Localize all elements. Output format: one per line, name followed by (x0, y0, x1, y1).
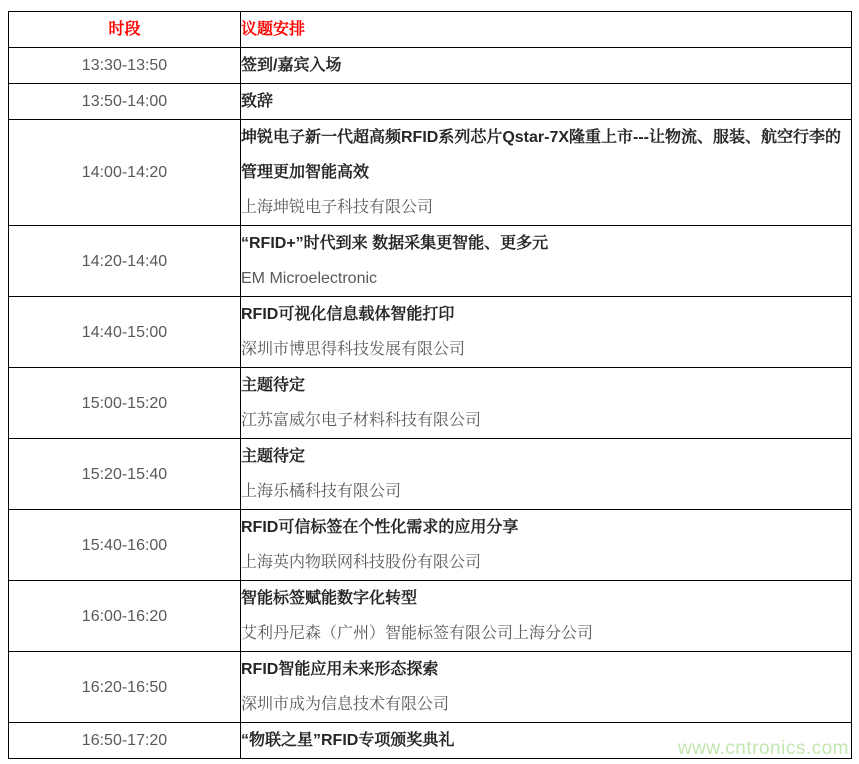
topic-cell (241, 510, 852, 581)
table-row (9, 368, 852, 439)
time-cell: 15:40-16:00 (9, 510, 241, 581)
table-row (9, 439, 852, 510)
table-row (9, 48, 852, 84)
topic-cell (241, 439, 852, 510)
agenda-schedule (8, 11, 851, 759)
table-row (9, 581, 852, 652)
time-cell: 16:20-16:50 (9, 652, 241, 723)
session-title: RFID可信标签在个性化需求的应用分享 (241, 519, 519, 536)
session-title: 致辞 (241, 93, 274, 110)
table-row (9, 120, 852, 226)
session-title: RFID可视化信息载体智能打印 (241, 306, 455, 323)
topic-cell (241, 226, 852, 297)
header-row (9, 12, 852, 48)
topic-cell (241, 368, 852, 439)
session-company: 江苏富威尔电子材料科技有限公司 (241, 412, 482, 429)
time-cell: 13:30-13:50 (9, 48, 241, 84)
session-company: 上海英内物联网科技股份有限公司 (241, 554, 482, 571)
time-cell: 14:20-14:40 (9, 226, 241, 297)
topic-cell (241, 84, 852, 120)
table-row (9, 510, 852, 581)
time-cell: 13:50-14:00 (9, 84, 241, 120)
session-company: 上海乐橘科技有限公司 (241, 483, 402, 500)
table-row (9, 84, 852, 120)
session-company: 艾利丹尼森（广州）智能标签有限公司上海分公司 (241, 625, 594, 642)
session-title: RFID智能应用未来形态探索 (241, 661, 439, 678)
time-cell: 16:50-17:20 (9, 723, 241, 759)
header-agenda: 议题安排 (241, 12, 852, 48)
table-row (9, 297, 852, 368)
session-title: “物联之星”RFID专项颁奖典礼 (241, 732, 455, 749)
session-title: 主题待定 (241, 448, 306, 465)
time-cell: 15:00-15:20 (9, 368, 241, 439)
time-cell: 14:40-15:00 (9, 297, 241, 368)
header-time: 时段 (9, 12, 241, 48)
session-company: 深圳市成为信息技术有限公司 (241, 696, 450, 713)
session-title: 坤锐电子新一代超高频RFID系列芯片Qstar-7X隆重上市---让物流、服装、航空行李的管理更加智能高效 (241, 129, 842, 181)
time-cell: 14:00-14:20 (9, 120, 241, 226)
session-company: 深圳市博思得科技发展有限公司 (241, 341, 466, 358)
session-title: 签到/嘉宾入场 (241, 57, 342, 74)
table-row (9, 226, 852, 297)
session-title: “RFID+”时代到来 数据采集更智能、更多元 (241, 235, 549, 252)
session-title: 智能标签赋能数字化转型 (241, 590, 418, 607)
time-cell: 16:00-16:20 (9, 581, 241, 652)
topic-cell (241, 652, 852, 723)
session-title: 主题待定 (241, 377, 306, 394)
table-row (9, 652, 852, 723)
session-company: 上海坤锐电子科技有限公司 (241, 199, 434, 216)
topic-cell (241, 581, 852, 652)
site-watermark: www.cntronics.com (677, 738, 849, 759)
time-cell: 15:20-15:40 (9, 439, 241, 510)
topic-cell (241, 297, 852, 368)
topic-cell (241, 48, 852, 84)
topic-cell (241, 120, 852, 226)
session-company: EM Microelectronic (241, 270, 378, 287)
agenda-table (8, 11, 852, 759)
